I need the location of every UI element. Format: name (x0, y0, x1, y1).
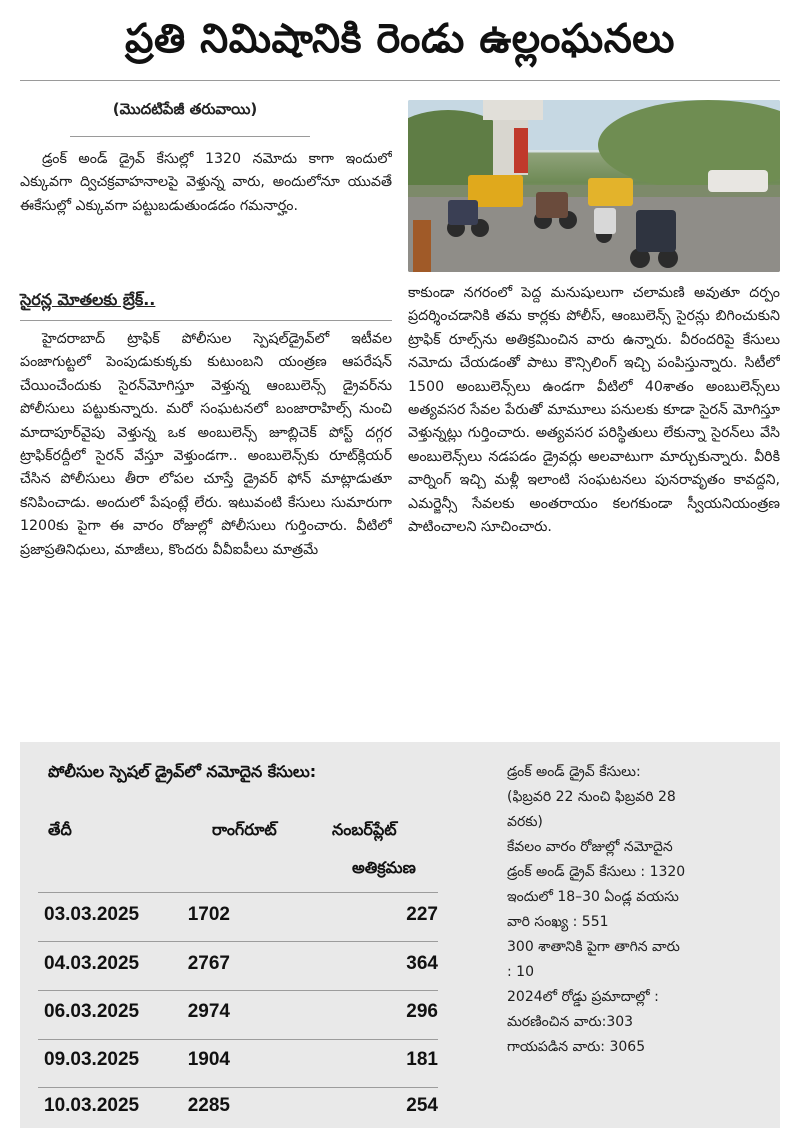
section-subheading: సైరన్ల మోతలకు బ్రేక్.. (20, 290, 156, 309)
side-note-line: 300 శాతానికి పైగా తాగిన వారు (507, 939, 680, 955)
table-cell-number-plate: 181 (406, 1049, 438, 1070)
side-note-line: (ఫిబ్రవరి 22 నుంచి ఫిబ్రవరి 28 (507, 789, 676, 805)
lead-paragraph (20, 148, 392, 282)
continued-divider (70, 136, 310, 137)
table-cell-date: 03.03.2025 (44, 904, 140, 925)
side-note-line: వారి సంఖ్య : 551 (507, 914, 609, 930)
stats-table-title: పోలీసుల స్పెషల్ డ్రైవ్‌లో నమోదైన కేసులు: (48, 762, 317, 781)
table-cell-number-plate: 227 (406, 904, 438, 925)
table-row-divider (38, 941, 438, 942)
side-note-line: డ్రంక్ అండ్ డ్రైవ్ కేసులు : 1320 (507, 864, 686, 880)
traffic-photo (408, 100, 780, 272)
side-note-line: డ్రంక్ అండ్ డ్రైవ్ కేసులు: (507, 764, 641, 780)
side-note-line: 2024లో రోడ్డు ప్రమాదాల్లో : (507, 989, 659, 1005)
side-notes (507, 760, 772, 1060)
table-cell-number-plate: 296 (406, 1001, 438, 1022)
table-cell-wrong-route: 2285 (187, 1095, 230, 1116)
side-note-line: : 10 (507, 964, 534, 980)
left-column-paragraph (20, 328, 392, 724)
side-note-line: ఇందులో 18–30 ఏండ్ల వయసు (507, 889, 679, 905)
table-cell-date: 04.03.2025 (44, 953, 140, 974)
side-note-line: వరకు) (507, 814, 543, 830)
table-cell-wrong-route: 1904 (187, 1049, 230, 1070)
left-column-text: హైదరాబాద్ ట్రాఫిక్ పోలీసుల స్పెషల్‌డ్రైవ్‌లో ఇటీవల పంజాగుట్టలో పెంపుడుకుక్కకు కుటుంబని యంత్రణ ఆపరేషన్ చేయించేందుకు సైరన్‌మోగిస్తూ వెళ్తున్న ఆంబులెన్స్ డ్రైవర్‌ను పోలీసులు పట్టుకున్నారు. మరో సంఘటనలో బంజారాహిల్స్ నుంచి మాదాపూర్‌వైపు వెళ్తున్న ఒక అంబులెన్స్ జూబ్లిచెక్ పోస్ట్ దగ్గర ట్రాఫిక్‌రద్దీలో సైరన్ వేస్తూ వెళ్తుండగా.. అంబులెన్స్‌కు రూట్‌క్లియర్ చేసిన పోలీసులు తీరా లోపల చూస్తే డ్రైవర్ ఫోన్ మాట్లాడుతూ కనిపించాడు. అందులో పేషంట్లే లేరు. ఇటువంటి కేసులు సుమారుగా 1200కు పైగా ఈ వారం రోజుల్లో పోలీసులు గుర్తించారు. వీటిలో ప్రజాప్రతినిధులు, మాజీలు, కొందరు వీవీఐపీలు మాత్రమే (20, 331, 392, 558)
table-cell-date: 06.03.2025 (44, 1001, 140, 1022)
table-cell-wrong-route: 2767 (187, 953, 230, 974)
traffic-photo-illustration (408, 100, 780, 272)
table-row-divider (38, 892, 438, 893)
subheading-divider (20, 320, 392, 321)
table-header-number-plate: నంబర్‌ప్లేట్ (332, 820, 397, 839)
table-header-violation: అతిక్రమణ (352, 858, 416, 877)
table-row-divider (38, 1039, 438, 1040)
side-note-line: మరణించిన వారు:303 (507, 1014, 634, 1030)
table-cell-wrong-route: 2974 (187, 1001, 230, 1022)
table-cell-number-plate: 254 (406, 1095, 438, 1116)
side-note-line: గాయపడిన వారు: 3065 (507, 1039, 646, 1055)
right-column-paragraph: కాకుండా నగరంలో పెద్ద మనుషులుగా చలామణి అవుతూ దర్పం ప్రదర్శించడానికి తమ కార్లకు పోలీస్, ఆంబులెన్స్ సైరన్లు బిగించుకుని ట్రాఫిక్ రూల్స్‌ను అతిక్రమించిన వారు ఉన్నారు. వీరందరిపై కేసులు నమోదు చేయడంతో పాటు కౌన్సిలింగ్ ఇచ్చి పంపిస్తున్నారు. సిటీలో 1500 అంబులెన్స్‌లు ఉండగా వీటిలో 40శాతం అంబులెన్స్‌లు అత్యవసర సేవల పేరుతో మామూలు పనులకు కూడా సైరన్ మోగిస్తూ వెళ్తున్నట్లు గుర్తించారు. అత్యవసర పరిస్థితులు లేకున్నా సైరన్‌లు వేసి అంబులెన్స్‌లు నడపడం డ్రైవర్లు అలవాటుగా మార్చుకున్నారు. వీరికి వార్నింగ్ ఇచ్చి మళ్లీ ఇలాంటి సంఘటనలు పునరావృతం కావద్దని, ఎమర్జెన్సీ సేవలకు అంతరాయం కలగకుండా స్వీయనియంత్రణ పాటించాలని సూచించారు. (408, 285, 780, 536)
table-cell-number-plate: 364 (406, 953, 438, 974)
side-note-line: కేవలం వారం రోజుల్లో నమోదైన (507, 839, 673, 855)
article-headline: ప్రతి నిమిషానికి రెండు ఉల్లంఘనలు (125, 16, 675, 62)
lead-paragraph-text: డ్రంక్ అండ్ డ్రైవ్ కేసుల్లో 1320 నమోదు కాగా ఇందులో ఎక్కువగా ద్విచక్రవాహనాలపై వెళ్తున్న వారు, అందులోనూ యువతే ఈకేసుల్లో ఎక్కువగా పట్టుబడుతుండడం గమనార్హం. (20, 151, 392, 214)
headline-divider (20, 80, 780, 81)
table-header-date: తేదీ (48, 820, 72, 839)
table-cell-wrong-route: 1702 (187, 904, 230, 925)
table-cell-date: 10.03.2025 (44, 1095, 140, 1116)
table-header-wrong-route: రాంగ్‌రూట్ (212, 820, 277, 839)
table-row-divider (38, 990, 438, 991)
continued-label: (మొదటిపేజీ తరువాయి) (112, 100, 258, 118)
table-cell-date: 09.03.2025 (44, 1049, 140, 1070)
table-row-divider (38, 1087, 438, 1088)
